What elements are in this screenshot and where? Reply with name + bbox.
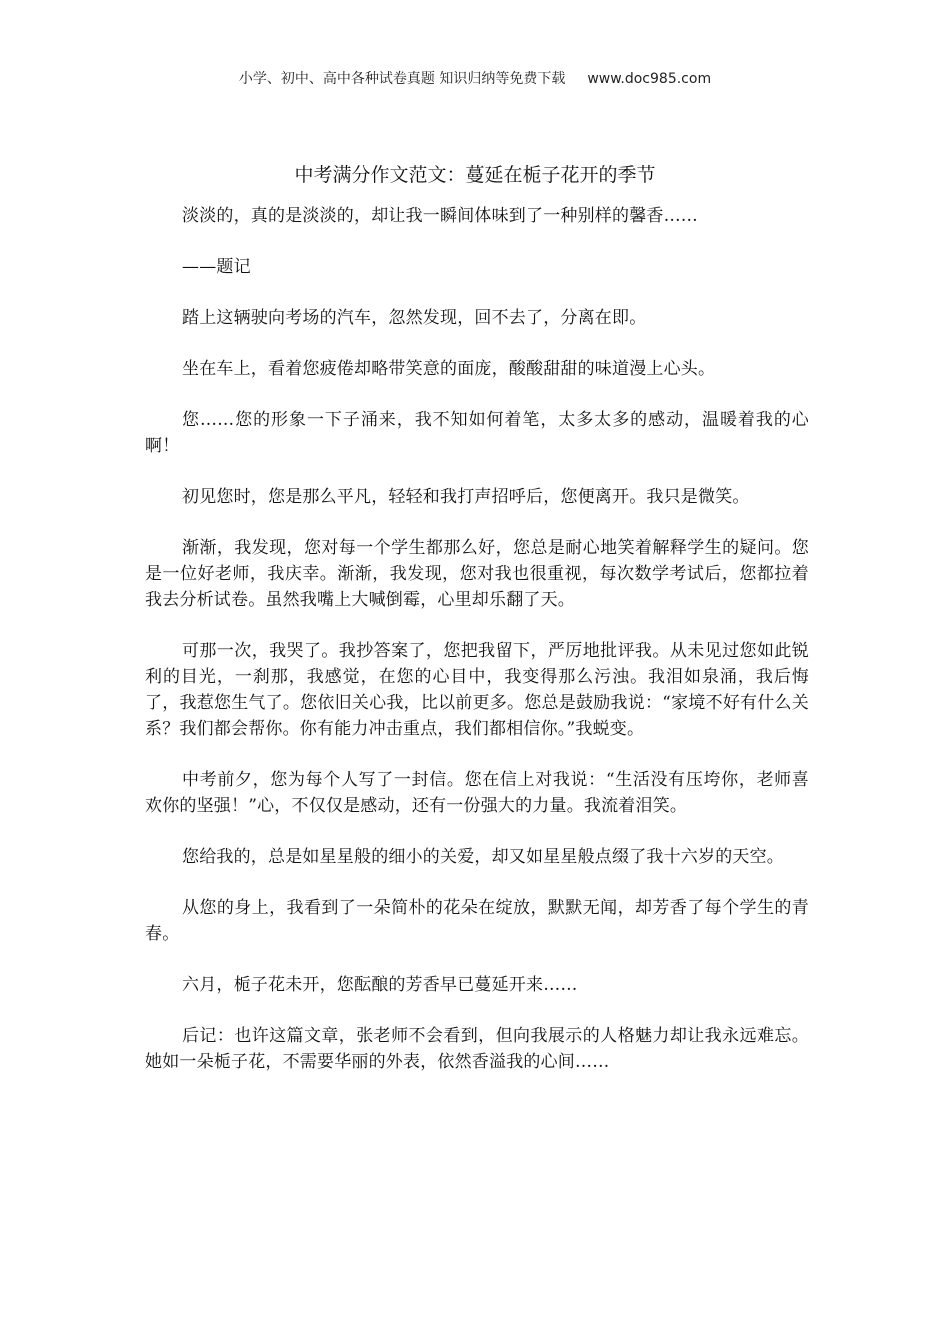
paragraph: 您给我的，总是如星星般的细小的关爱，却又如星星般点缀了我十六岁的天空。 bbox=[182, 847, 784, 867]
paragraph: 六月，栀子花未开，您酝酿的芳香早已蔓延开来…… bbox=[182, 975, 578, 995]
paragraph: 从您的身上，我看到了一朵简朴的花朵在绽放，默默无闻，却芳香了每个学生的青春。 bbox=[145, 898, 809, 944]
document-title: 中考满分作文范文：蔓延在栀子花开的季节 bbox=[294, 164, 656, 186]
paragraph: 您……您的形象一下子涌来，我不知如何着笔，太多太多的感动，温暖着我的心啊！ bbox=[145, 410, 809, 456]
paragraph: 渐渐，我发现，您对每一个学生都那么好，您总是耐心地笑着解释学生的疑问。您是一位好老师，我庆幸。渐渐，我发现，您对我也很重视，每次数学考试后，您都拉着我去分析试卷。虽然我嘴上大喊倒霉，心里却乐翻了天。 bbox=[145, 538, 809, 610]
document-body bbox=[145, 203, 809, 1100]
paragraph: 可那一次，我哭了。我抄答案了，您把我留下，严厉地批评我。从未见过您如此锐利的目光，一刹那，我感觉，在您的心目中，我变得那么污浊。我泪如泉涌，我后悔了，我惹您生气了。您依旧关心我，比以前更多。您总是鼓励我说：“家境不好有什么关系？我们都会帮你。你有能力冲击重点，我们都相信你。”我蜕变。 bbox=[145, 641, 809, 739]
paragraph: 坐在车上，看着您疲倦却略带笑意的面庞，酸酸甜甜的味道漫上心头。 bbox=[182, 359, 716, 379]
header-text: 小学、初中、高中各种试卷真题 知识归纳等免费下载 bbox=[238, 71, 566, 87]
paragraph: 初见您时，您是那么平凡，轻轻和我打声招呼后，您便离开。我只是微笑。 bbox=[182, 487, 750, 507]
paragraph: 后记：也许这篇文章，张老师不会看到，但向我展示的人格魅力却让我永远难忘。她如一朵栀子花，不需要华丽的外表，依然香溢我的心间…… bbox=[145, 1026, 809, 1072]
paragraph: ——题记 bbox=[182, 257, 251, 277]
paragraph: 中考前夕，您为每个人写了一封信。您在信上对我说：“生活没有压垮你，老师喜欢你的坚强！”心，不仅仅是感动，还有一份强大的力量。我流着泪笑。 bbox=[145, 770, 809, 816]
paragraph: 淡淡的，真的是淡淡的，却让我一瞬间体味到了一种别样的馨香…… bbox=[182, 206, 698, 226]
page-header bbox=[0, 68, 950, 88]
paragraph: 踏上这辆驶向考场的汽车，忽然发现，回不去了，分离在即。 bbox=[182, 308, 647, 328]
header-url: www.doc985.com bbox=[587, 71, 712, 87]
